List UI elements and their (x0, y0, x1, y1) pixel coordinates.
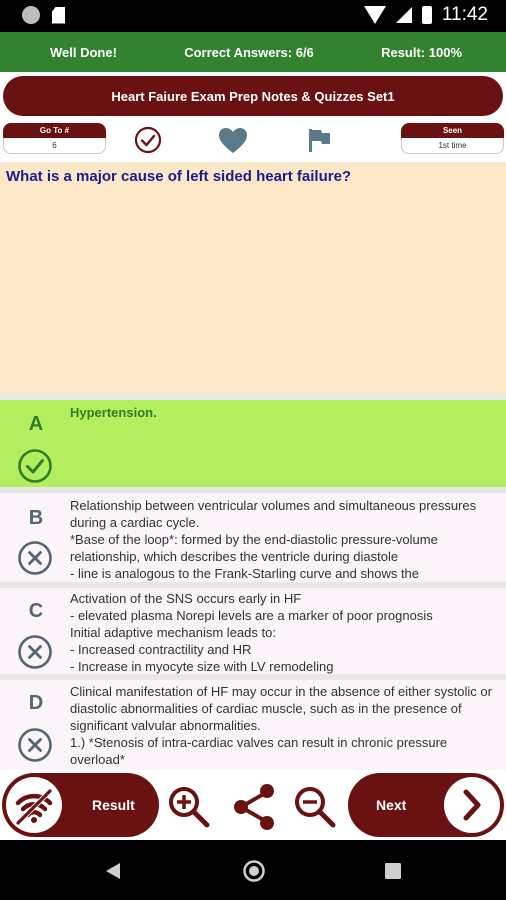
seen-indicator (401, 123, 504, 154)
check-circle-icon[interactable] (134, 126, 162, 154)
seen-value: 1st time (401, 138, 504, 154)
option-letter: C (28, 600, 44, 622)
wrong-x-icon (17, 540, 53, 576)
result-percent: Result: 100% (381, 44, 462, 60)
share-icon[interactable] (229, 781, 279, 833)
result-label: Result (92, 797, 135, 813)
option-c[interactable] (0, 588, 506, 674)
bottom-action-bar (0, 770, 506, 840)
next-icon-circle (444, 777, 500, 833)
score-bar (0, 32, 506, 72)
result-button[interactable] (2, 773, 159, 837)
result-icon-circle (6, 777, 62, 833)
quiz-title-bar (3, 76, 503, 116)
no-signal-icon (6, 777, 62, 833)
home-icon[interactable] (242, 859, 266, 883)
tool-row (0, 120, 506, 160)
option-letter: A (28, 413, 44, 435)
wrong-x-icon (17, 727, 53, 763)
question-panel (0, 162, 506, 394)
battery-icon (422, 6, 432, 24)
zoom-out-icon[interactable] (291, 783, 339, 831)
option-text: Hypertension. (70, 405, 157, 420)
chevron-right-icon (444, 777, 500, 833)
goto-control[interactable] (3, 123, 106, 154)
option-d[interactable] (0, 680, 506, 770)
recents-icon[interactable] (384, 862, 402, 880)
option-letter: B (28, 507, 44, 529)
option-a[interactable] (0, 400, 506, 487)
goto-label: Go To # (3, 123, 106, 138)
flag-icon[interactable] (306, 127, 332, 153)
goto-value[interactable]: 6 (3, 138, 106, 154)
zoom-in-icon[interactable] (165, 783, 213, 831)
status-bar (0, 0, 506, 32)
wifi-icon (364, 6, 386, 24)
option-text: Activation of the SNS occurs early in HF - elevated plasma Norepi levels are a marker of poor prognosis Initial adaptive mechanism leads to: - Increased contractility and HR - Increase in myocyte size with LV remodeling (70, 591, 433, 674)
sd-card-icon (52, 7, 65, 24)
next-button[interactable] (348, 773, 504, 837)
score-message: Well Done! (50, 44, 117, 60)
status-time: 11:42 (441, 4, 488, 25)
next-label: Next (376, 797, 407, 813)
cell-signal-icon (396, 7, 412, 23)
seen-label: Seen (401, 123, 504, 138)
heart-icon[interactable] (218, 127, 248, 154)
correct-check-icon (17, 448, 53, 484)
option-text: Clinical manifestation of HF may occur in the absence of either systolic or diastolic abnormalities of cardiac muscle, such as in the presence of significant valvular abnormalities. 1.) *Stenosis of intra-cardiac valves can result in chronic pressure overload* (70, 684, 492, 767)
correct-answers: Correct Answers: 6/6 (184, 44, 314, 60)
wrong-x-icon (17, 634, 53, 670)
notification-icon (22, 6, 40, 24)
option-b[interactable] (0, 493, 506, 582)
system-nav-bar (0, 840, 506, 900)
quiz-title: Heart Faiure Exam Prep Notes & Quizzes Set1 (111, 88, 395, 104)
back-icon[interactable] (104, 861, 122, 881)
option-text: Relationship between ventricular volumes and simultaneous pressures during a cardiac cycle. *Base of the loop*: formed by the end-diastolic pressure-volume relationship, which describes the ventricle during diastole - line is analogous to the Frank-Starling curve and shows the (70, 498, 477, 581)
option-letter: D (28, 692, 44, 714)
question-text: What is a major cause of left sided heart failure? (6, 168, 352, 185)
